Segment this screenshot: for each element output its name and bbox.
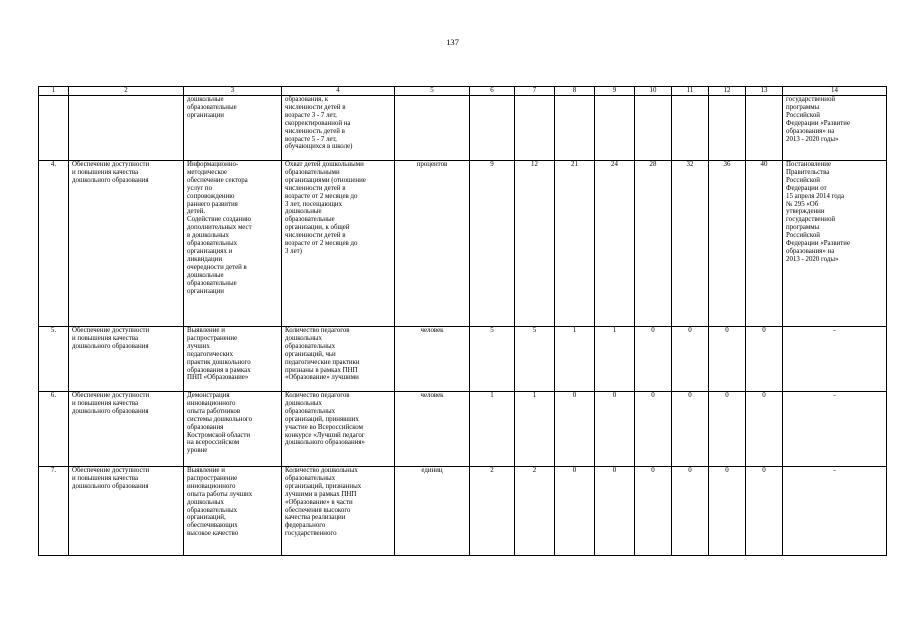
column-number: 5 [395, 87, 470, 96]
value-cell: 0 [672, 327, 709, 392]
value-cell: 0 [672, 392, 709, 467]
value-cell [470, 96, 515, 161]
indicator-cell: Количество педагогов дошкольных образовательных организаций, чьи педагогические практики признаны в рамках ПНП «Образование» лучшими [282, 327, 395, 392]
unit-cell: человек [395, 392, 470, 467]
value-cell [672, 96, 709, 161]
value-cell: 0 [672, 467, 709, 556]
table-row [39, 96, 887, 161]
column-number: 10 [635, 87, 672, 96]
value-cell: 1 [515, 392, 555, 467]
table-row [39, 161, 887, 327]
value-cell: 0 [595, 392, 635, 467]
basis-cell: - [783, 327, 887, 392]
unit-cell: человек [395, 327, 470, 392]
value-cell [595, 96, 635, 161]
column-number: 11 [672, 87, 709, 96]
row-number [39, 96, 69, 161]
value-cell [635, 96, 672, 161]
column-number: 8 [555, 87, 595, 96]
value-cell: 0 [709, 392, 746, 467]
indicator-cell: Количество педагогов дошкольных образовательных организаций, принявших участие во Всероссийском конкурсе «Лучший педагог дошкольного образования» [282, 392, 395, 467]
row-number: 5. [39, 327, 69, 392]
column-number: 4 [282, 87, 395, 96]
row-number: 7. [39, 467, 69, 556]
column-number: 1 [39, 87, 69, 96]
basis-cell: - [783, 392, 887, 467]
unit-cell: единиц [395, 467, 470, 556]
column-number: 3 [184, 87, 282, 96]
row-number: 6. [39, 392, 69, 467]
value-cell: 28 [635, 161, 672, 327]
value-cell: 0 [709, 467, 746, 556]
value-cell: 12 [515, 161, 555, 327]
goal-cell: Обеспечение доступности и повышения качества дошкольного образования [69, 327, 184, 392]
value-cell: 0 [746, 327, 783, 392]
value-cell [555, 96, 595, 161]
value-cell: 32 [672, 161, 709, 327]
value-cell: 0 [635, 392, 672, 467]
goal-cell [69, 96, 184, 161]
value-cell: 9 [470, 161, 515, 327]
column-number: 9 [595, 87, 635, 96]
value-cell: 40 [746, 161, 783, 327]
goal-cell: Обеспечение доступности и повышения качества дошкольного образования [69, 161, 184, 327]
measure-cell: дошкольные образовательные организации [184, 96, 282, 161]
indicator-cell: Количество дошкольных образовательных организаций, признанных лучшими в рамках ПНП «Образование» в части обеспечения высокого качества реализации федерального государственного [282, 467, 395, 556]
value-cell: 0 [746, 467, 783, 556]
basis-cell: государственной программы Российской Федерации «Развитие образования» на 2013 - 2020 годы» [783, 96, 887, 161]
value-cell: 1 [555, 327, 595, 392]
measure-cell: Выявление и распространение инновационного опыта работы лучших дошкольных образовательных организаций, обеспечивающих высокое качество [184, 467, 282, 556]
row-number: 4. [39, 161, 69, 327]
measure-cell: Демонстрация инновационного опыта работников системы дошкольного образования Костромской области на всероссийском уровне [184, 392, 282, 467]
value-cell: 1 [595, 327, 635, 392]
column-number: 7 [515, 87, 555, 96]
value-cell: 0 [635, 467, 672, 556]
value-cell: 5 [515, 327, 555, 392]
measure-cell: Информационно- методическое обеспечение сектора услуг по сопровождению раннего развития детей. Содействие созданию дополнительных мест в дошкольных образовательных организациях и ликвидации очередности детей в дошкольные образовательные организации [184, 161, 282, 327]
table-row [39, 467, 887, 556]
column-number: 14 [783, 87, 887, 96]
value-cell: 5 [470, 327, 515, 392]
column-number: 12 [709, 87, 746, 96]
indicators-table [38, 86, 887, 556]
value-cell [709, 96, 746, 161]
value-cell: 0 [746, 392, 783, 467]
column-number: 13 [746, 87, 783, 96]
value-cell: 2 [470, 467, 515, 556]
value-cell: 0 [635, 327, 672, 392]
value-cell: 21 [555, 161, 595, 327]
indicator-cell: образования, к численности детей в возрасте 3 - 7 лет, скорректированной на численность детей в возрасте 5 - 7 лет, обучающихся в школе) [282, 96, 395, 161]
unit-cell: процентов [395, 161, 470, 327]
page-number: 137 [446, 37, 459, 47]
value-cell: 24 [595, 161, 635, 327]
column-numbers-row [39, 87, 887, 96]
value-cell [515, 96, 555, 161]
indicator-cell: Охват детей дошкольными образовательными организациями (отношение численности детей в возрасте от 2 месяцев до 3 лет, посещающих дошкольные образовательные организации, к общей численности детей в возрасте от 2 месяцев до 3 лет) [282, 161, 395, 327]
goal-cell: Обеспечение доступности и повышения качества дошкольного образования [69, 467, 184, 556]
table-row [39, 392, 887, 467]
value-cell: 0 [555, 392, 595, 467]
basis-cell: Постановление Правительства Российской Федерации от 15 апреля 2014 года № 295 «Об утверждении государственной программы Российской Федерации «Развитие образования» на 2013 - 2020 годы» [783, 161, 887, 327]
value-cell: 0 [555, 467, 595, 556]
value-cell: 0 [595, 467, 635, 556]
basis-cell: - [783, 467, 887, 556]
column-number: 2 [69, 87, 184, 96]
column-number: 6 [470, 87, 515, 96]
value-cell: 1 [470, 392, 515, 467]
value-cell: 0 [709, 327, 746, 392]
goal-cell: Обеспечение доступности и повышения качества дошкольного образования [69, 392, 184, 467]
value-cell: 2 [515, 467, 555, 556]
unit-cell [395, 96, 470, 161]
value-cell: 36 [709, 161, 746, 327]
measure-cell: Выявление и распространение лучших педагогических практик дошкольного образования в рамках ПНП «Образование» [184, 327, 282, 392]
table-row [39, 327, 887, 392]
value-cell [746, 96, 783, 161]
